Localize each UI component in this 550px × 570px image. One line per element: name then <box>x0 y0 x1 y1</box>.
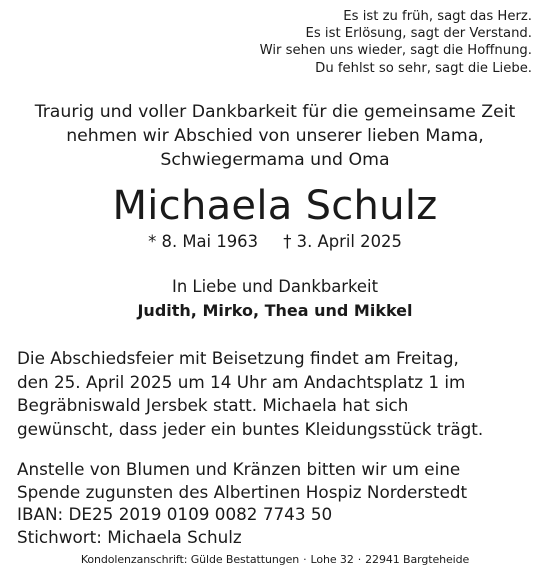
poem-line: Wir sehen uns wieder, sagt die Hoffnung. <box>259 43 532 59</box>
ceremony-line: gewünscht, dass jeder ein buntes Kleidungsstück trägt. <box>17 418 484 439</box>
mourners-intro: In Liebe und Dankbarkeit <box>172 277 378 296</box>
iban-line: IBAN: DE25 2019 0109 0082 7743 50 <box>17 504 333 524</box>
deceased-name: Michaela Schulz <box>112 183 438 229</box>
ceremony-line: Begräbniswald Jersbek statt. Michaela hat sich <box>17 395 409 416</box>
death-date: † 3. April 2025 <box>283 232 402 251</box>
donation-line: Spende zugunsten des Albertinen Hospiz Norderstedt <box>17 481 468 502</box>
poem <box>260 8 532 77</box>
condolence-address <box>0 553 550 567</box>
intro-text <box>0 100 550 172</box>
poem-line: Du fehlst so sehr, sagt die Liebe. <box>315 60 532 76</box>
donation-line: Anstelle von Blumen und Kränzen bitten wir um eine <box>17 459 461 479</box>
poem-line: Es ist zu früh, sagt das Herz. <box>343 9 532 24</box>
ceremony-line: Die Abschiedsfeier mit Beisetzung findet am Freitag, <box>17 348 459 368</box>
intro-line: Traurig und voller Dankbarkeit für die gemeinsame Zeit <box>34 102 516 122</box>
birth-date: * 8. Mai 1963 <box>148 232 259 251</box>
life-dates <box>0 231 550 253</box>
separator: · <box>303 553 307 566</box>
ceremony-line: den 25. April 2025 um 14 Uhr am Andachtsplatz 1 im <box>17 371 466 392</box>
ceremony-paragraph <box>17 347 537 441</box>
poem-line: Es ist Erlösung, sagt der Verstand. <box>305 26 532 42</box>
footer-street: Lohe 32 <box>310 553 354 566</box>
separator: · <box>357 553 362 566</box>
intro-line: Schwiegermama und Oma <box>160 150 390 170</box>
keyword-line: Stichwort: Michaela Schulz <box>17 526 242 547</box>
intro-line: nehmen wir Abschied von unserer lieben Mama, <box>66 126 484 146</box>
mourners-names: Judith, Mirko, Thea und Mikkel <box>137 301 413 320</box>
donation-paragraph <box>17 458 537 548</box>
footer-city: 22941 Bargteheide <box>365 553 470 566</box>
footer-label: Kondolenzanschrift: Gülde Bestattungen <box>80 553 300 566</box>
mourners <box>0 275 550 323</box>
